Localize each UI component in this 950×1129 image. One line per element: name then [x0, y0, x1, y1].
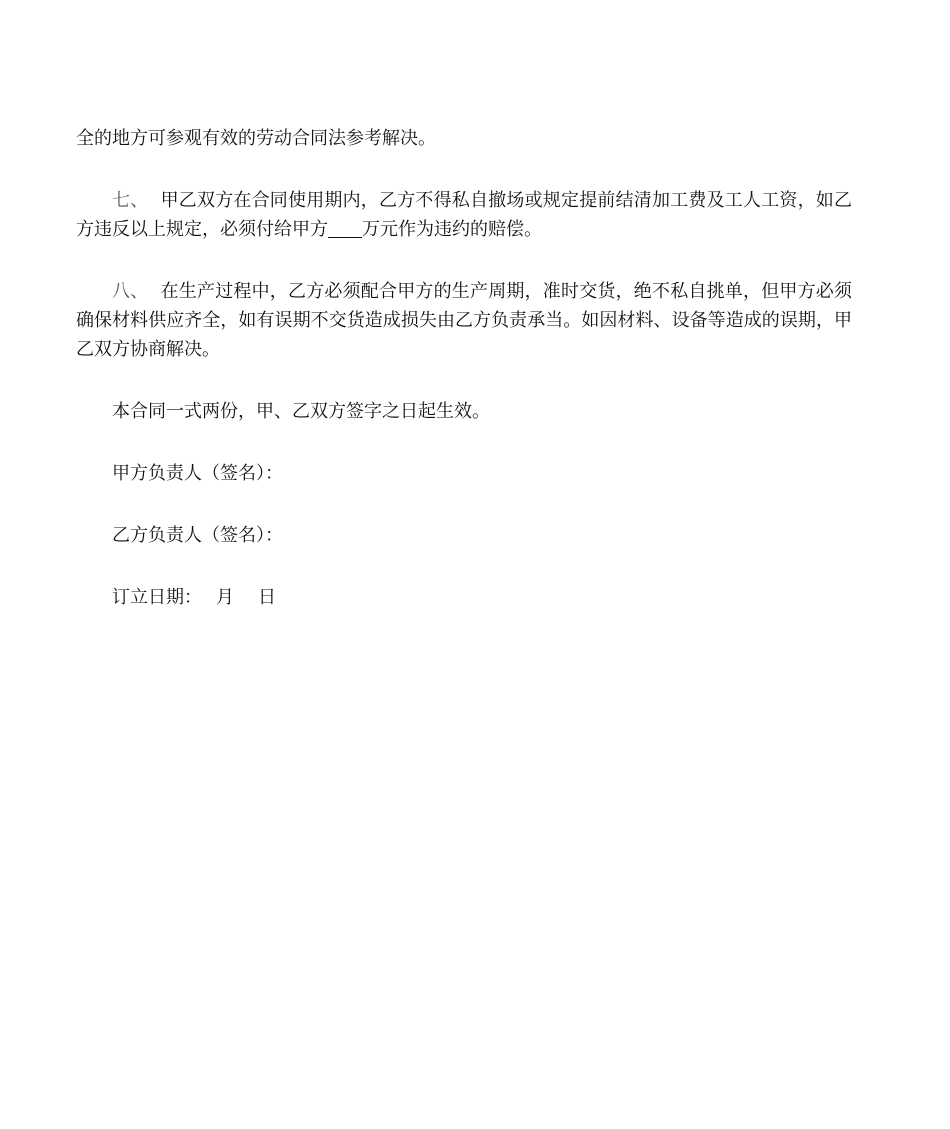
date-month: 月 — [216, 587, 234, 608]
penalty-amount-blank — [328, 219, 362, 238]
document-body — [76, 124, 852, 645]
clause-seven-text-end: 万元作为违约的赔偿。 — [362, 219, 542, 240]
clause-seven — [76, 186, 852, 244]
closing-statement-text: 本合同一式两份，甲、乙双方签字之日起生效。 — [112, 401, 490, 422]
clause-eight — [76, 277, 852, 364]
clause-eight-number: 八、 — [112, 281, 149, 302]
clause-seven-text: 甲乙双方在合同使用期内，乙方不得私自撤场或规定提前结清加工费及工人工资，如乙方违反以上规定，必须付给甲方 — [76, 190, 853, 240]
date-label: 订立日期： — [112, 587, 202, 608]
party-a-signature-label: 甲方负责人（签名）： — [112, 463, 283, 484]
party-b-signature-label: 乙方负责人（签名）： — [112, 525, 283, 546]
paragraph-continuation-text: 全的地方可参观有效的劳动合同法参考解决。 — [76, 128, 436, 149]
paragraph-continuation — [76, 124, 852, 153]
party-a-signature — [76, 459, 852, 488]
contract-date — [76, 583, 852, 612]
closing-statement — [76, 397, 852, 426]
clause-eight-text: 在生产过程中，乙方必须配合甲方的生产周期，准时交货，绝不私自挑单，但甲方必须确保材料供应齐全，如有误期不交货造成损失由乙方负责承当。如因材料、设备等造成的误期，甲乙双方协商解决。 — [76, 281, 853, 360]
party-b-signature — [76, 521, 852, 550]
clause-seven-number: 七、 — [112, 190, 149, 211]
date-day: 日 — [258, 587, 276, 608]
